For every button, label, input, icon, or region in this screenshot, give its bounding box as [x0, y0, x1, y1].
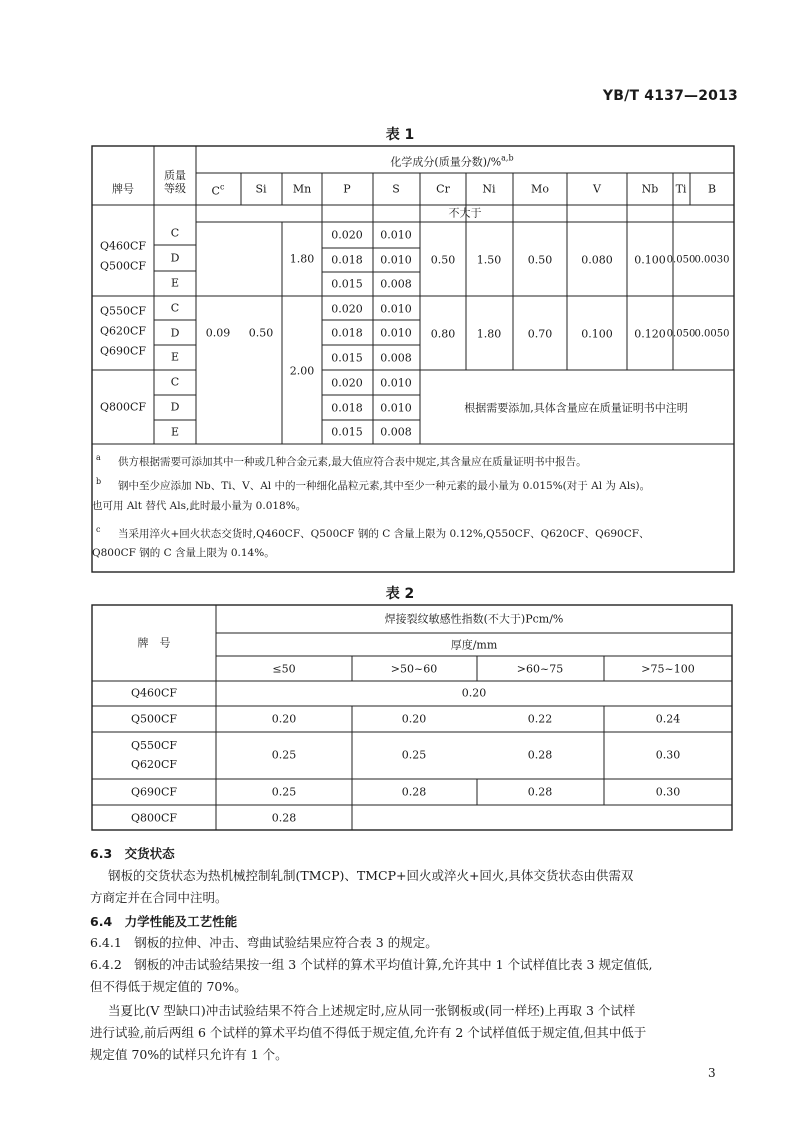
- note-line: 钢中至少应添加 Nb、Ti、V、Al 中的一种细化晶粒元素,其中至少一种元素的最小量为 0.015%(对于 Al 为 Als)。: [118, 480, 651, 492]
- note-mark: a: [96, 453, 101, 462]
- t2-head-grade: 牌 号: [137, 636, 171, 650]
- table2-caption: 表 2: [385, 586, 415, 602]
- note-line: 供方根据需要可添加其中一种或几种合金元素,最大值应符合表中规定,其含量应在质量证明书中报告。: [118, 456, 587, 468]
- t1-v: 0.100: [581, 327, 613, 341]
- t1-p: 0.018: [331, 253, 363, 267]
- t2-value: 0.24: [655, 712, 681, 726]
- t2-range: ≤50: [272, 662, 296, 676]
- para-6-3-line1: 钢板的交货状态为热机械控制轧制(TMCP)、TMCP+回火或淬火+回火,具体交货状态由供需双: [108, 868, 634, 883]
- section-num: 6.3: [90, 846, 113, 861]
- t1-level: D: [170, 251, 180, 265]
- t1-s: 0.010: [380, 302, 412, 316]
- t1-level: D: [170, 326, 180, 340]
- t1-s: 0.010: [380, 376, 412, 390]
- table1-caption: 表 1: [385, 127, 415, 143]
- t1-ni: 1.50: [476, 253, 502, 267]
- t1-nb: 0.100: [634, 253, 666, 267]
- t1-s: 0.008: [380, 277, 412, 291]
- t2-value: 0.30: [655, 785, 681, 799]
- t1-grade: Q690CF: [99, 344, 147, 358]
- t2-value: 0.28: [401, 785, 427, 799]
- t1-p: 0.020: [331, 376, 363, 390]
- t2-value: 0.20: [401, 712, 427, 726]
- t1-level: C: [170, 301, 180, 315]
- t1-grade: Q500CF: [99, 259, 147, 273]
- para-6-4-3-line3: 规定值 70%的试样只允许有 1 个。: [90, 1047, 288, 1062]
- note-mark: c: [96, 525, 101, 534]
- t1-grade: Q460CF: [99, 239, 147, 253]
- t2-value: 0.22: [527, 712, 553, 726]
- t1-p: 0.015: [331, 351, 363, 365]
- para-6-4-2-line2: 但不得低于规定值的 70%。: [90, 979, 247, 994]
- t1-s: 0.008: [380, 425, 412, 439]
- section-title: 交货状态: [124, 846, 175, 861]
- t1-head-C-sup: c: [219, 182, 225, 192]
- page-number: 3: [708, 1066, 716, 1080]
- t2-value: 0.28: [527, 748, 553, 762]
- t1-mo: 0.50: [527, 253, 553, 267]
- t2-value: 0.20: [461, 686, 487, 700]
- t2-grade: Q800CF: [130, 811, 178, 825]
- section-num: 6.4: [90, 914, 113, 929]
- t1-b: 0.0030: [694, 254, 730, 266]
- section-6-4: [90, 912, 237, 930]
- t1-p: 0.015: [331, 277, 363, 291]
- t2-head-pcm: 焊接裂纹敏感性指数(不大于)Pcm/%: [384, 612, 564, 626]
- t1-ti: 0.050: [666, 254, 696, 266]
- t1-level: E: [170, 350, 180, 364]
- section-title: 力学性能及工艺性能: [124, 914, 238, 929]
- t1-head-chem-sup: a,b: [501, 153, 514, 163]
- para-6-4-1: 6.4.1 钢板的拉伸、冲击、弯曲试验结果应符合表 3 的规定。: [90, 935, 438, 950]
- t1-head-quality: 质量 等级: [164, 169, 186, 195]
- t1-ti: 0.050: [666, 328, 696, 340]
- t2-range: >75~100: [641, 662, 695, 676]
- t1-level: D: [170, 400, 180, 414]
- t1-head-Mo: Mo: [531, 182, 549, 196]
- t1-p: 0.018: [331, 326, 363, 340]
- t2-grade: Q690CF: [130, 785, 178, 799]
- t2-value: 0.30: [655, 748, 681, 762]
- t2-value: 0.28: [271, 811, 297, 825]
- t1-s: 0.010: [380, 401, 412, 415]
- t1-mo: 0.70: [527, 327, 553, 341]
- t1-cr: 0.50: [430, 253, 456, 267]
- t1-p: 0.015: [331, 425, 363, 439]
- para-6-4-3-line1: 当夏比(V 型缺口)冲击试验结果不符合上述规定时,应从同一张钢板或(同一样坯)上再取 3 个试样: [108, 1003, 636, 1018]
- t1-head-Cr: Cr: [436, 182, 450, 196]
- t1-s: 0.010: [380, 228, 412, 242]
- standard-number: YB/T 4137—2013: [602, 88, 738, 104]
- t1-p: 0.018: [331, 401, 363, 415]
- t1-note-c-cont: Q800CF 钢的 C 含量上限为 0.14%。: [92, 547, 275, 559]
- t1-b: 0.0050: [694, 328, 730, 340]
- t1-p: 0.020: [331, 228, 363, 242]
- t2-head-thickness: 厚度/mm: [450, 638, 498, 652]
- t1-v: 0.080: [581, 253, 613, 267]
- t2-value: 0.25: [271, 748, 297, 762]
- t1-si: 0.50: [248, 326, 274, 340]
- t2-grade: Q460CF: [130, 686, 178, 700]
- t1-c: 0.09: [205, 326, 231, 340]
- t1-head-Ti: Ti: [675, 182, 687, 196]
- para-6-4-3-line2: 进行试验,前后两组 6 个试样的算术平均值不得低于规定值,允许有 2 个试样值低于规定值,但其中低于: [90, 1025, 647, 1040]
- t1-level: E: [170, 425, 180, 439]
- t2-value: 0.20: [271, 712, 297, 726]
- t1-head-V: V: [593, 182, 601, 196]
- t1-head-Mn: Mn: [292, 182, 312, 196]
- t1-cr: 0.80: [430, 327, 456, 341]
- t2-grade: Q550CF Q620CF: [130, 739, 178, 771]
- t1-head-Ni: Ni: [482, 182, 496, 196]
- t1-head-S: S: [392, 182, 400, 196]
- t2-value: 0.25: [401, 748, 427, 762]
- t1-s: 0.010: [380, 326, 412, 340]
- t1-level: C: [170, 226, 180, 240]
- t1-head-P: P: [343, 182, 351, 196]
- t1-head-Si: Si: [255, 182, 267, 196]
- t1-note-b-cont: 也可用 Alt 替代 Als,此时最小量为 0.018%。: [92, 500, 307, 512]
- t1-s: 0.008: [380, 351, 412, 365]
- t2-value: 0.28: [527, 785, 553, 799]
- t2-grade: Q500CF: [130, 712, 178, 726]
- t1-mn: 2.00: [289, 364, 315, 378]
- t1-head-chem-text: 化学成分(质量分数)/%: [390, 155, 502, 169]
- t1-grade: Q550CF: [99, 304, 147, 318]
- para-6-4-2-line1: 6.4.2 钢板的冲击试验结果按一组 3 个试样的算术平均值计算,允许其中 1 个试样值比表 3 规定值低,: [90, 957, 653, 972]
- t1-group3-note: 根据需要添加,具体含量应在质量证明书中注明: [464, 401, 688, 415]
- note-line: 当采用淬火+回火状态交货时,Q460CF、Q500CF 钢的 C 含量上限为 0.12%,Q550CF、Q620CF、Q690CF、: [118, 528, 650, 540]
- t1-head-max: 不大于: [448, 206, 482, 220]
- t1-level: E: [170, 276, 180, 290]
- t1-head-C-text: C: [211, 184, 220, 198]
- t1-head-B: B: [707, 182, 717, 196]
- section-6-3: [90, 844, 175, 862]
- t1-head-Nb: Nb: [641, 182, 659, 196]
- para-6-3-line2: 方商定并在合同中注明。: [90, 890, 228, 905]
- t1-ni: 1.80: [476, 327, 502, 341]
- t1-grade: Q620CF: [99, 324, 147, 338]
- t1-p: 0.020: [331, 302, 363, 316]
- note-mark: b: [96, 477, 102, 486]
- t2-range: >60~75: [516, 662, 564, 676]
- t1-head-grade: 牌号: [112, 182, 134, 196]
- t1-level: C: [170, 375, 180, 389]
- t2-value: 0.25: [271, 785, 297, 799]
- t1-mn: 1.80: [289, 252, 315, 266]
- t1-s: 0.010: [380, 253, 412, 267]
- t2-range: >50~60: [390, 662, 438, 676]
- t1-grade: Q800CF: [99, 400, 147, 414]
- t1-nb: 0.120: [634, 327, 666, 341]
